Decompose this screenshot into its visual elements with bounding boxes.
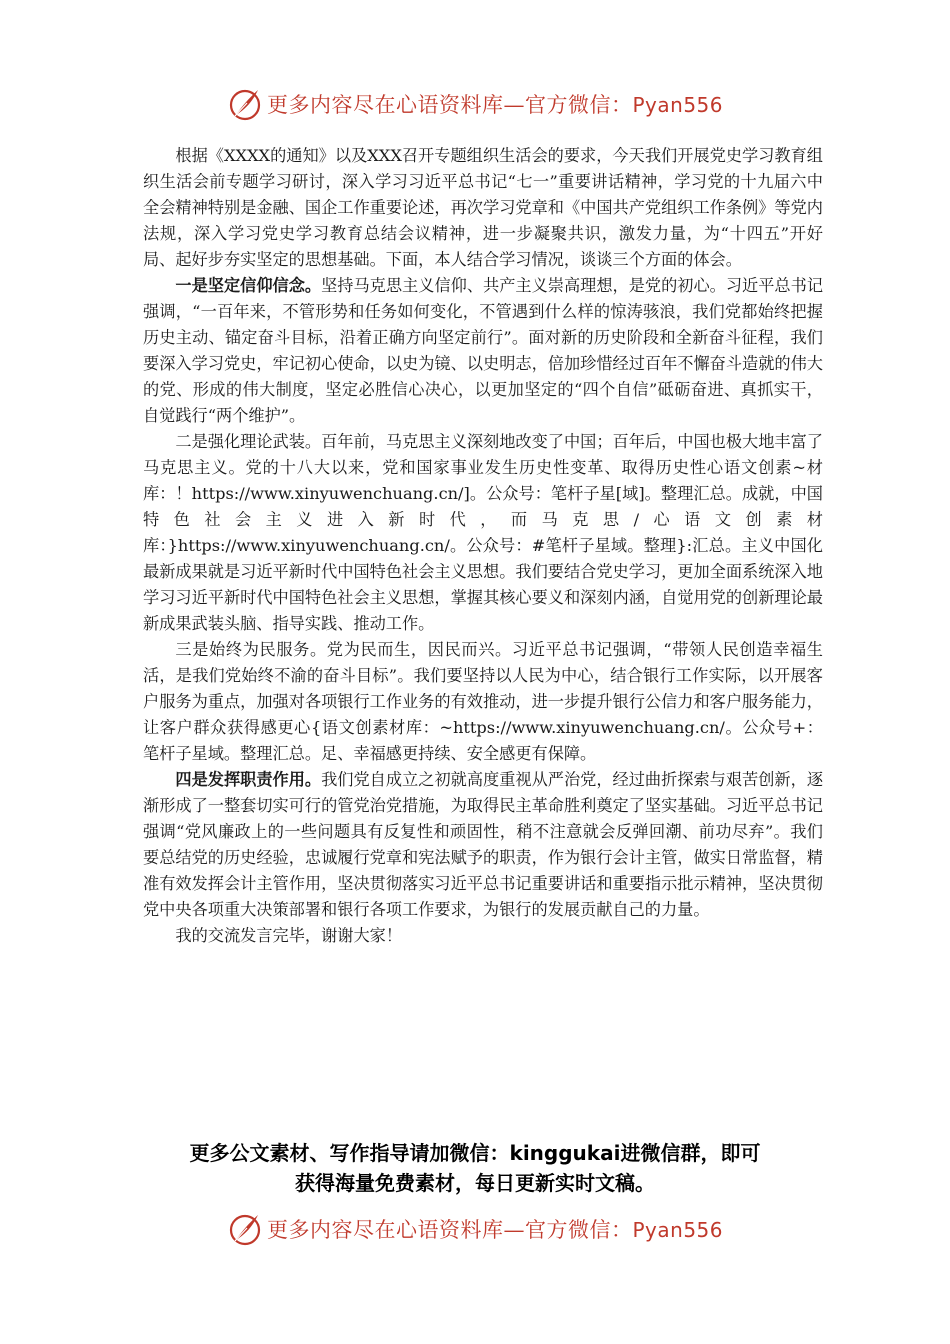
feather-pen-logo-icon <box>227 86 263 122</box>
promo-line-2: 获得海量免费素材，每日更新实时文稿。 <box>295 1171 655 1195</box>
paragraph-closing: 我的交流发言完毕，谢谢大家！ <box>175 926 403 945</box>
header-banner-text: 更多内容尽在心语资料库—官方微信：Pyan556 <box>266 93 723 117</box>
promo-line-1: 更多公文素材、写作指导请加微信：kinggukai进微信群，即可 <box>189 1141 761 1165</box>
point-four-heading: 四是发挥职责作用。 <box>175 770 322 789</box>
paragraph-point-four: 四是发挥职责作用。我们党自成立之初就高度重视从严治党，经过曲折探索与艰苦创新，逐渐形成了一整套切实可行的管党治党措施，为取得民主革命胜利奠定了坚实基础。习近平总书记强调“党风廉政上的一些问题具有反复性和顽固性，稍不注意就会反弹回潮、前功尽弃”。我们要总结党的历史经验，忠诚履行党章和宪法赋予的职责，作为银行会计主管，做实日常监督，精准有效发挥会计主管作用，坚决贯彻落实习近平总书记重要讲话和重要指示批示精神，坚决贯彻党中央各项重大决策部署和银行各项工作要求，为银行的发展贡献自己的力量。 <box>143 770 824 919</box>
promo-notice <box>120 1138 830 1198</box>
paragraph-point-one: 一是坚定信仰信念。坚持马克思主义信仰、共产主义崇高理想，是党的初心。习近平总书记强调，“一百年来，不管形势和任务如何变化，不管遇到什么样的惊涛骇浪，我们党都始终把握历史主动、锚定奋斗目标，沿着正确方向坚定前行”。面对新的历史阶段和全新奋斗征程，我们要深入学习党史，牢记初心使命，以史为镜、以史明志，倍加珍惜经过百年不懈奋斗造就的伟大的党、形成的伟大制度，坚定必胜信心决心，以更加坚定的“四个自信”砥砺奋进、真抓实干，自觉践行“两个维护”。 <box>143 276 824 425</box>
footer-banner <box>0 1209 950 1249</box>
header-wechat-id: Pyan556 <box>632 93 723 117</box>
paragraph-point-two: 二是强化理论武装。百年前，马克思主义深刻地改变了中国；百年后，中国也极大地丰富了马克思主义。党的十八大以来，党和国家事业发生历史性变革、取得历史性心语文创素~材库：！https://www.xinyuwenchuang.cn/]。公众号：笔杆子星[域]。整理汇总。成就，中国特色社会主义进入新时代，而马克思/心语文创素材库：}https://www.xinyuwenchuang.cn/。公众号：#笔杆子星域。整理}:汇总。主义中国化最新成果就是习近平新时代中国特色社会主义思想。我们要结合党史学习，更加全面系统深入地学习习近平新时代中国特色社会主义思想，掌握其核心要义和深刻内涵，自觉用党的创新理论最新成果武装头脑、指导实践、推动工作。 <box>143 432 823 633</box>
footer-wechat-id: Pyan556 <box>632 1218 723 1242</box>
header-banner <box>0 84 950 124</box>
feather-pen-logo-icon <box>227 1211 263 1247</box>
point-one-heading: 一是坚定信仰信念。 <box>175 276 322 295</box>
paragraph-point-three: 三是始终为民服务。党为民而生，因民而兴。习近平总书记强调，“带领人民创造幸福生活，是我们党始终不渝的奋斗目标”。我们要坚持以人民为中心，结合银行工作实际，以开展客户服务为重点，加强对各项银行工作业务的有效推动，进一步提升银行公信力和客户服务能力，让客户群众获得感更心{语文创素材库：~https://www.xinyuwenchuang.cn/。公众号+：笔杆子星域。整理汇总。足、幸福感更持续、安全感更有保障。 <box>143 640 823 763</box>
document-body <box>143 143 823 949</box>
paragraph-intro: 根据《XXXX的通知》以及XXX召开专题组织生活会的要求，今天我们开展党史学习教育组织生活会前专题学习研讨，深入学习习近平总书记“七一”重要讲话精神，学习党的十九届六中全会精神特别是金融、国企工作重要论述，再次学习党章和《中国共产党组织工作条例》等党内法规，深入学习党史学习教育总结会议精神，进一步凝聚共识，激发力量，为“十四五”开好局、起好步夯实坚定的思想基础。下面，本人结合学习情况，谈谈三个方面的体会。 <box>143 146 823 269</box>
footer-banner-text: 更多内容尽在心语资料库—官方微信：Pyan556 <box>266 1218 723 1242</box>
